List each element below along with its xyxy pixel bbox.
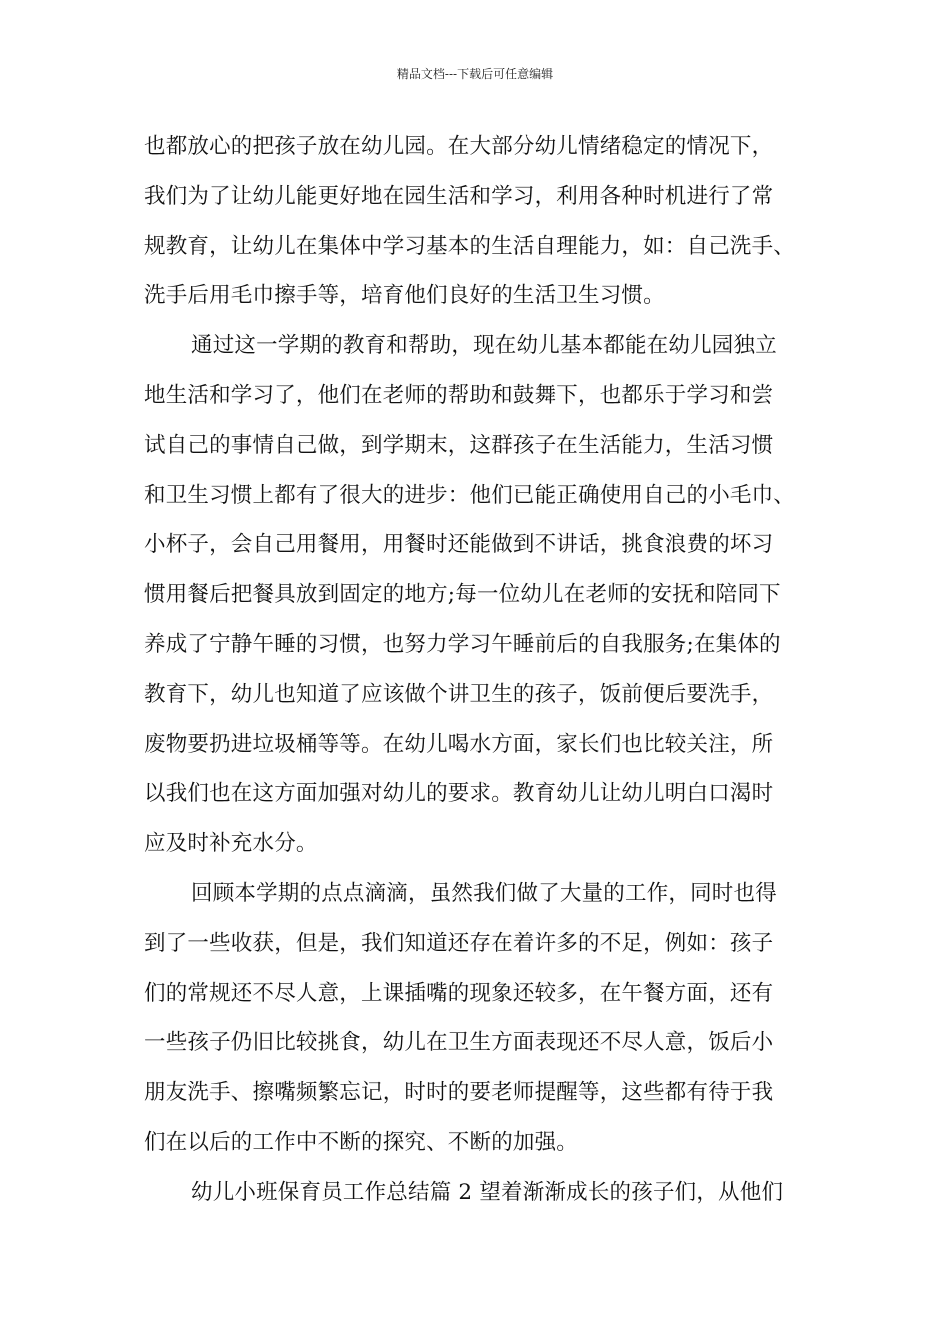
page-header: 精品文档---下载后可任意编辑 — [396, 67, 554, 81]
text-line: 也都放心的把孩子放在幼儿园。在大部分幼儿情绪稳定的情况下， — [144, 134, 774, 159]
paragraph-start-line: 回顾本学期的点点滴滴，虽然我们做了大量的工作，同时也得 — [191, 880, 777, 906]
text-line: 们在以后的工作中不断的探究、不断的加强。 — [144, 1129, 579, 1155]
text-line: 我们为了让幼儿能更好地在园生活和学习，利用各种时机进行了常 — [144, 183, 774, 209]
text-line: 小杯子，会自己用餐用，用餐时还能做到不讲话，挑食浪费的坏习 — [144, 532, 774, 558]
text-line: 一些孩子仍旧比较挑食，幼儿在卫生方面表现还不尽人意，饭后小 — [144, 1030, 774, 1056]
paragraph-start-line: 幼儿小班保育员工作总结篇 2 望着渐渐成长的孩子们，从他们 — [191, 1179, 784, 1205]
paragraph-start-line: 通过这一学期的教育和帮助，现在幼儿基本都能在幼儿园独立 — [191, 333, 777, 359]
text-line: 地生活和学习了，他们在老师的帮助和鼓舞下，也都乐于学习和尝 — [144, 382, 774, 408]
text-line: 朋友洗手、擦嘴频繁忘记，时时的要老师提醒等，这些都有待于我 — [144, 1080, 774, 1106]
text-line: 以我们也在这方面加强对幼儿的要求。教育幼儿让幼儿明白口渴时 — [144, 781, 774, 807]
text-line: 教育下，幼儿也知道了应该做个讲卫生的孩子，饭前便后要洗手， — [144, 681, 774, 707]
text-line: 洗手后用毛巾擦手等，培育他们良好的生活卫生习惯。 — [144, 283, 665, 309]
text-line: 和卫生习惯上都有了很大的进步：他们已能正确使用自己的小毛巾、 — [144, 482, 796, 508]
document-body — [144, 128, 824, 1224]
text-line: 养成了宁静午睡的习惯，也努力学习午睡前后的自我服务;在集体的 — [144, 631, 781, 657]
text-line: 到了一些收获，但是，我们知道还存在着许多的不足，例如：孩子 — [144, 930, 774, 956]
text-line: 应及时补充水分。 — [144, 831, 318, 857]
text-line: 们的常规还不尽人意，上课插嘴的现象还较多，在午餐方面，还有 — [144, 980, 774, 1006]
text-line: 规教育，让幼儿在集体中学习基本的生活自理能力，如：自己洗手、 — [144, 233, 796, 259]
text-line: 废物要扔进垃圾桶等等。在幼儿喝水方面，家长们也比较关注，所 — [144, 731, 774, 757]
text-line: 惯用餐后把餐具放到固定的地方;每一位幼儿在老师的安抚和陪同下 — [144, 582, 781, 608]
text-line: 试自己的事情自己做，到学期末，这群孩子在生活能力，生活习惯 — [144, 432, 774, 458]
